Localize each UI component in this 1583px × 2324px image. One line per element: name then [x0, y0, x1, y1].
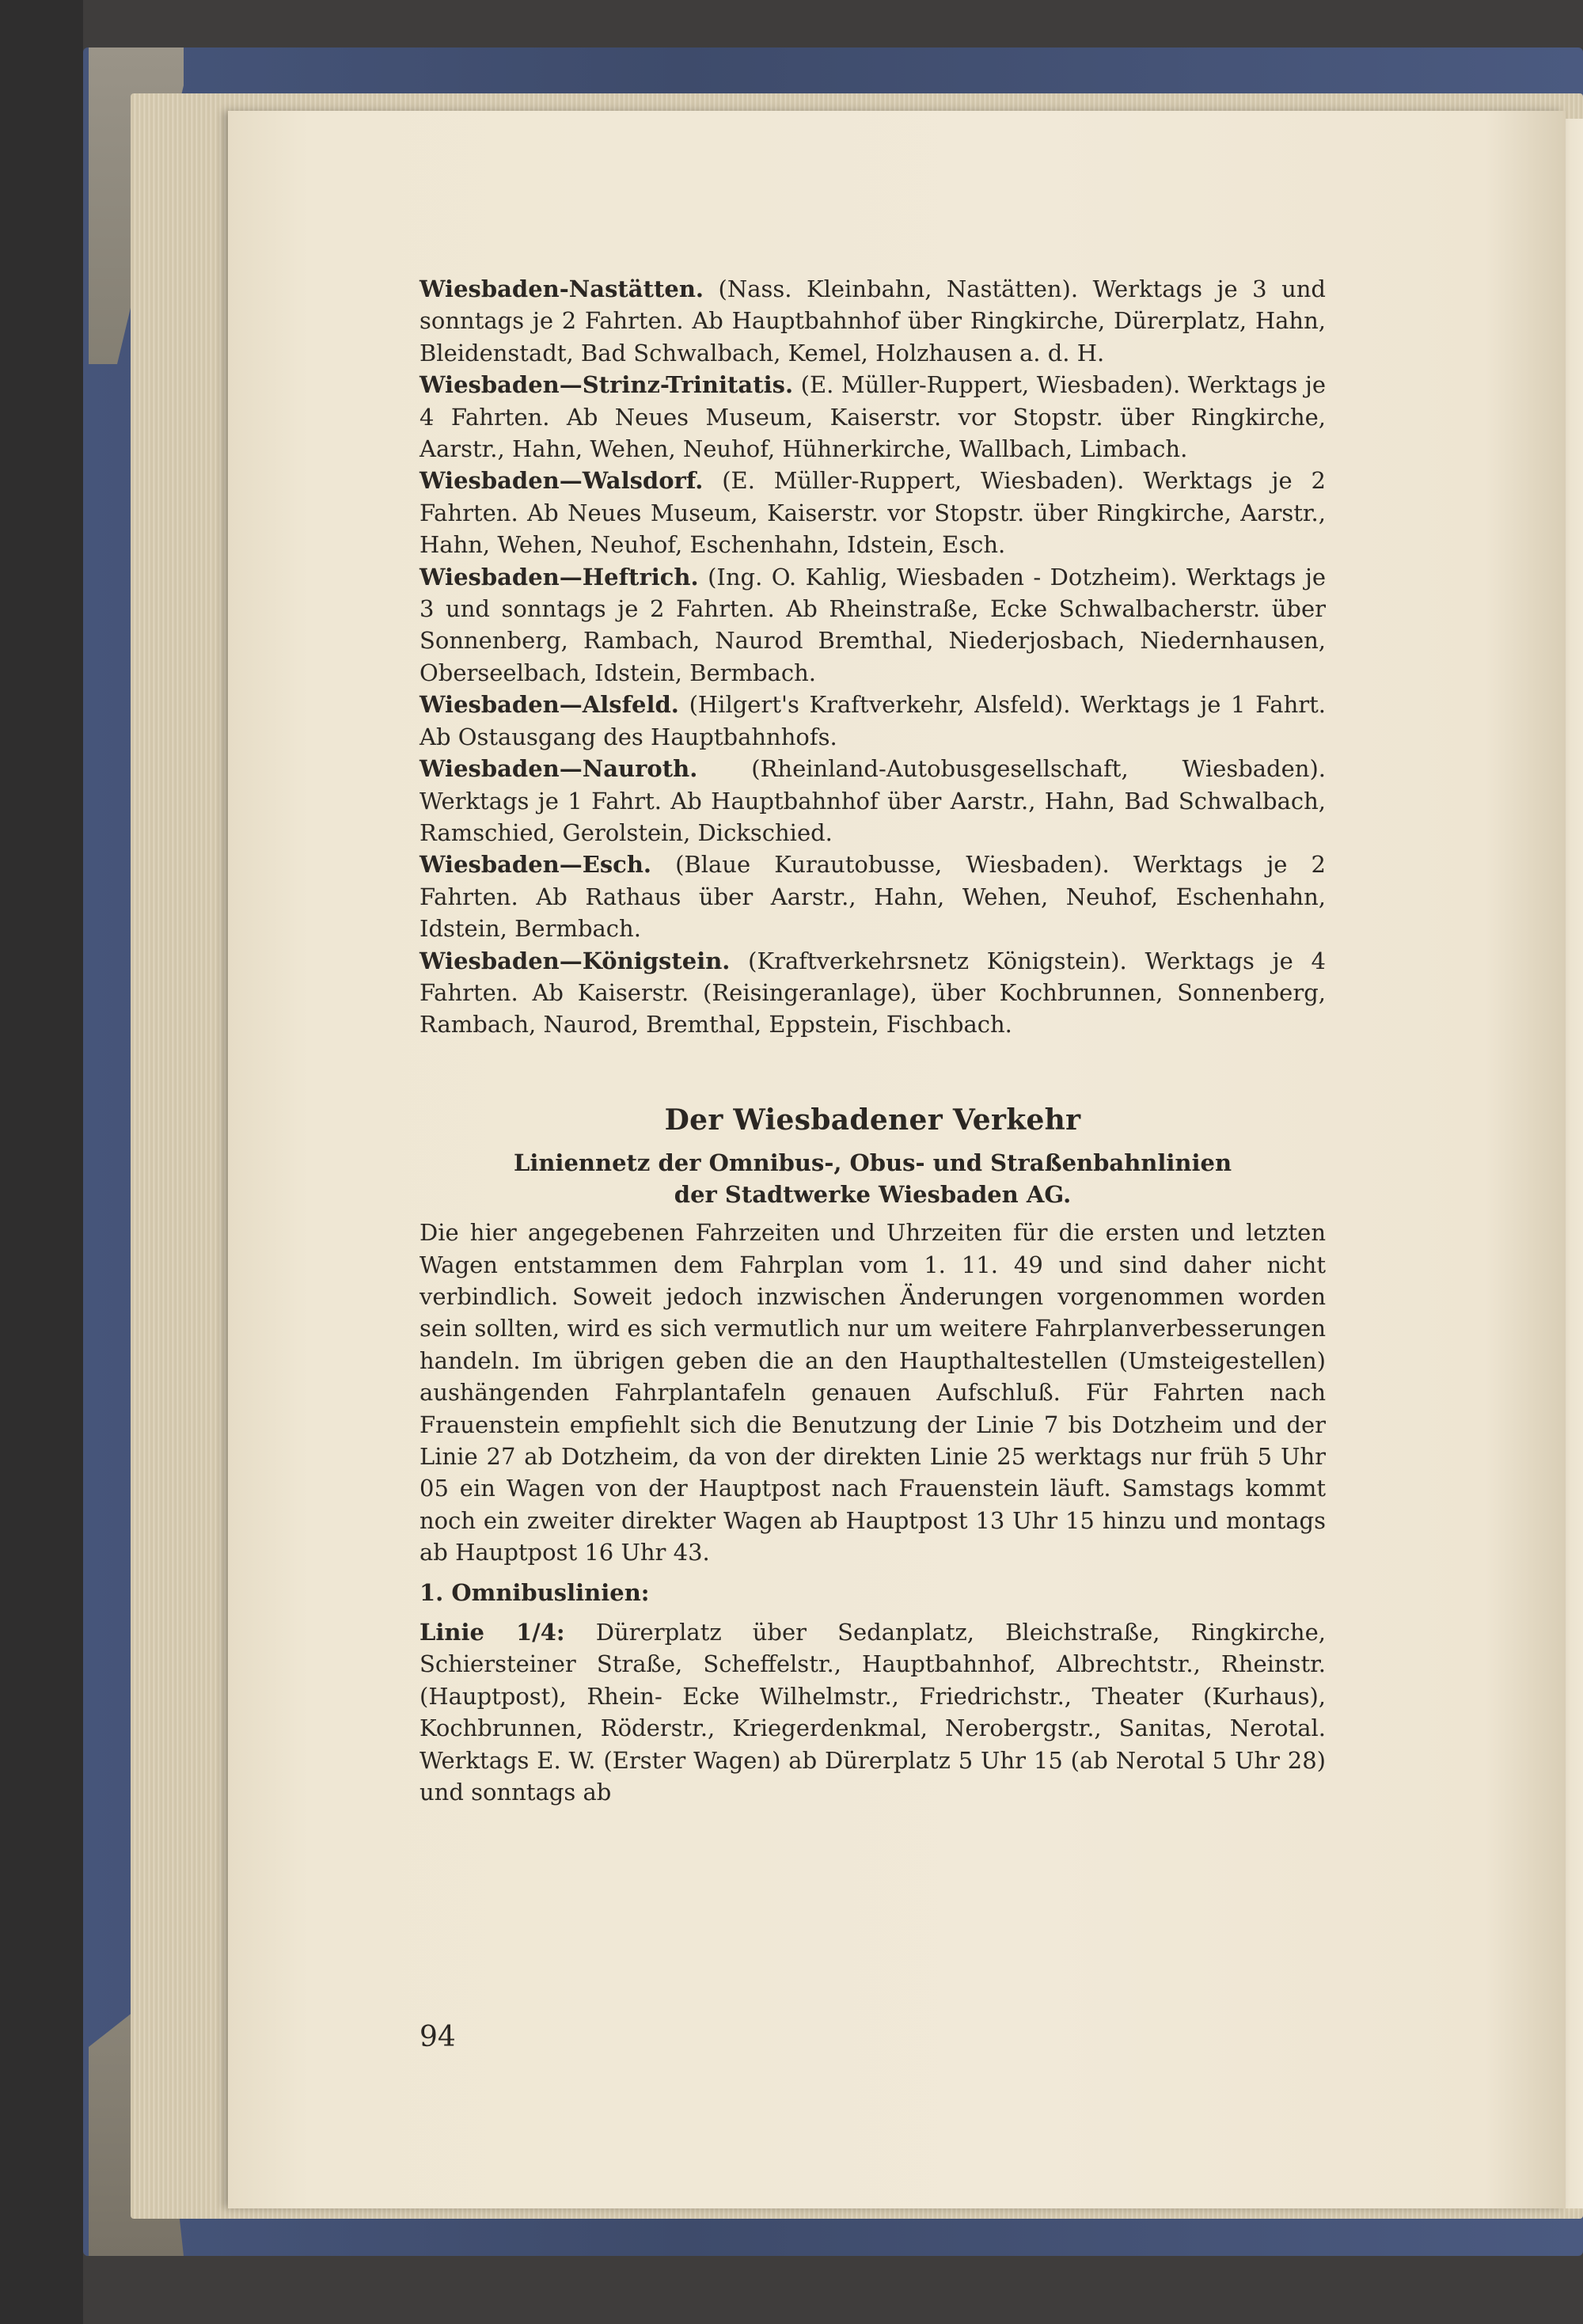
route-entry-koenigstein — [419, 945, 1326, 1041]
route-entry-strinz-trinitatis — [419, 369, 1326, 465]
route-title: Wiesbaden—Heftrich. — [419, 563, 699, 590]
route-text: (Hilgert's Kraftverkehr, Alsfeld). Werktags je 1 Fahrt. Ab Ostausgang des Hauptbahnhofs. — [419, 691, 1326, 750]
page-number: 94 — [419, 2021, 456, 2053]
route-title: Wiesbaden-Nastätten. — [419, 275, 704, 302]
route-text: (E. Müller-Ruppert, Wiesbaden). Werktags je 4 Fahrten. Ab Neues Museum, Kaiserstr. vor Stopstr. über Ringkirche, Aarstr., Hahn, Wehen, Neuhof, Hühnerkirche, Wallbach, Limbach. — [419, 371, 1326, 463]
route-entry-esch — [419, 849, 1326, 944]
subtitle-line-2: der Stadtwerke Wiesbaden AG. — [674, 1181, 1072, 1209]
intro-paragraph: Die hier angegebenen Fahrzeiten und Uhrzeiten für die ersten und letzten Wagen entstammen dem Fahrplan vom 1. 11. 49 und sind daher nicht verbindlich. Soweit jedoch inzwischen Änderungen vorgenommen worden sein sollten, wird es sich vermutlich nur um weitere Fahrplanverbesserungen handeln. Im übrigen geben die an den Haupthaltestellen (Umsteigestellen) aushängenden Fahrplantafeln genauen Aufschluß. Für Fahrten nach Frauenstein empfiehlt sich die Benutzung der Linie 7 bis Dotzheim und der Linie 27 ab Dotzheim, da von der direkten Linie 25 werktags nur früh 5 Uhr 05 ein Wagen von der Hauptpost nach Frauenstein läuft. Samstags kommt noch ein zweiter direkter Wagen ab Hauptpost 13 Uhr 15 hinzu und montags ab Hauptpost 16 Uhr 43. — [419, 1219, 1326, 1566]
route-title: Wiesbaden—Königstein. — [419, 947, 731, 974]
subtitle-line-1: Liniennetz der Omnibus-, Obus- und Straßenbahnlinien — [513, 1149, 1232, 1177]
omnibus-heading: 1. Omnibuslinien: — [419, 1578, 650, 1606]
route-text: (Nass. Kleinbahn, Nastätten). Werktags je 3 und sonntags je 2 Fahrten. Ab Hauptbahnhof über Ringkirche, Dürerplatz, Hahn, Bleidenstadt, Bad Schwalbach, Kemel, Holzhausen a. d. H. — [419, 275, 1326, 366]
route-entry-nastaetten — [419, 273, 1326, 369]
page-text — [419, 273, 1326, 1808]
route-title: Wiesbaden—Esch. — [419, 851, 652, 879]
route-text: (E. Müller-Ruppert, Wiesbaden). Werktags je 2 Fahrten. Ab Neues Museum, Kaiserstr. vor Stopstr. über Ringkirche, Aarstr., Hahn, Wehen, Neuhof, Eschenhahn, Idstein, Esch. — [419, 467, 1326, 559]
line-text: Dürerplatz über Sedanplatz, Bleichstraße, Ringkirche, Schiersteiner Straße, Scheffelstr., Hauptbahnhof, Albrechtstr., Rheinstr. (Hauptpost), Rhein- Ecke Wilhelmstr., Friedrichstr., Theater (Kurhaus), Kochbrunnen, Röderstr., Kriegerdenkmal, Nerobergstr., Sanitas, Nerotal. Werktags E. W. (Erster Wagen) ab Dürerplatz 5 Uhr 15 (ab Nerotal 5 Uhr 28) und sonntags ab — [419, 1619, 1326, 1806]
line-entry-1-4 — [419, 1616, 1326, 1808]
route-entry-walsdorf — [419, 465, 1326, 560]
route-entry-nauroth — [419, 753, 1326, 849]
route-title: Wiesbaden—Alsfeld. — [419, 691, 679, 719]
route-entry-heftrich — [419, 561, 1326, 689]
line-label: Linie 1/4: — [419, 1619, 565, 1646]
section-subtitle — [419, 1147, 1326, 1210]
route-entry-alsfeld — [419, 689, 1326, 753]
section-title: Der Wiesbadener Verkehr — [664, 1103, 1081, 1137]
route-text: (Ing. O. Kahlig, Wiesbaden - Dotzheim). Werktags je 3 und sonntags je 2 Fahrten. Ab Rheinstraße, Ecke Schwalbacherstr. über Sonnenberg, Rambach, Naurod Bremthal, Niederjosbach, Niedernhausen, Oberseelbach, Idstein, Bermbach. — [419, 563, 1326, 686]
route-text: (Kraftverkehrsnetz Königstein). Werktags je 4 Fahrten. Ab Kaiserstr. (Reisingeranlage), über Kochbrunnen, Sonnenberg, Rambach, Naurod, Bremthal, Eppstein, Fischbach. — [419, 947, 1326, 1039]
route-text: (Blaue Kurautobusse, Wiesbaden). Werktags je 2 Fahrten. Ab Rathaus über Aarstr., Hahn, Wehen, Neuhof, Eschenhahn, Idstein, Bermbach. — [419, 851, 1326, 943]
route-title: Wiesbaden—Strinz-Trinitatis. — [419, 371, 794, 399]
route-text: (Rheinland-Autobusgesellschaft, Wiesbaden). Werktags je 1 Fahrt. Ab Hauptbahnhof über Aarstr., Hahn, Bad Schwalbach, Ramschied, Gerolstein, Dickschied. — [419, 755, 1326, 846]
background-left — [0, 0, 83, 2324]
route-title: Wiesbaden—Walsdorf. — [419, 467, 704, 495]
route-title: Wiesbaden—Nauroth. — [419, 755, 698, 783]
